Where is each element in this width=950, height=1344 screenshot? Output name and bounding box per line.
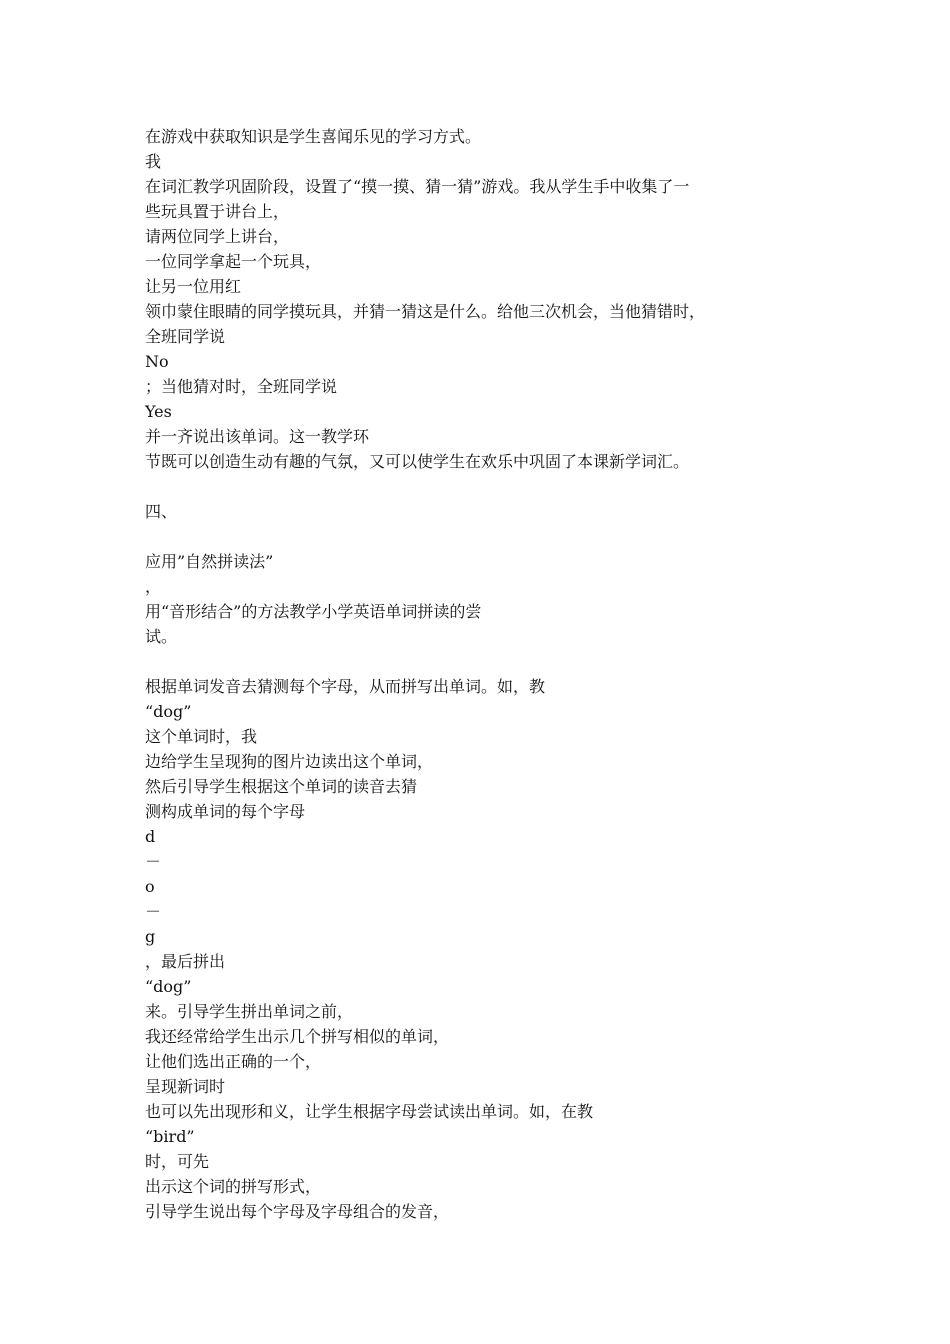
text-line: ，最后拼出 (145, 952, 226, 971)
text-line: “dog” (145, 977, 192, 996)
blank-line (145, 649, 785, 674)
text-line: 时，可先 (145, 1152, 210, 1171)
text-line: 一位同学拿起一个玩具， (145, 252, 322, 271)
text-line: 根据单词发音去猜测每个字母，从而拼写出单词。如，教 (145, 677, 546, 696)
text-line: 测构成单词的每个字母 (145, 802, 306, 821)
text-line: 呈现新词时 (145, 1077, 226, 1096)
document-body (145, 124, 785, 1224)
text-line: － (145, 852, 162, 871)
text-line: ， (145, 577, 162, 596)
text-line: 这个单词时，我 (145, 727, 258, 746)
text-line: 四、 (145, 502, 178, 521)
text-line: “dog” (145, 702, 192, 721)
text-line: 让他们选出正确的一个， (145, 1052, 322, 1071)
text-line: 试。 (145, 627, 178, 646)
blank-line (145, 474, 785, 499)
text-line: Yes (145, 402, 172, 421)
text-line: 让另一位用红 (145, 277, 242, 296)
text-line: 请两位同学上讲台， (145, 227, 290, 246)
text-line: g (145, 927, 156, 946)
text-line: “bird” (145, 1127, 195, 1146)
text-line: 在词汇教学巩固阶段，设置了“摸一摸、猜一猜”游戏。我从学生手中收集了一 (145, 177, 690, 196)
text-line: 我还经常给学生出示几个拼写相似的单词， (145, 1027, 450, 1046)
text-line: 节既可以创造生动有趣的气氛，又可以使学生在欢乐中巩固了本课新学词汇。 (145, 452, 690, 471)
text-line: 全班同学说 (145, 327, 226, 346)
blank-line (145, 524, 785, 549)
text-line: 出示这个词的拼写形式， (145, 1177, 322, 1196)
text-line: － (145, 902, 162, 921)
text-line: No (145, 352, 169, 371)
text-line: 边给学生呈现狗的图片边读出这个单词， (145, 752, 434, 771)
text-line: 应用”自然拼读法” (145, 552, 274, 571)
text-line: 然后引导学生根据这个单词的读音去猜 (145, 777, 418, 796)
text-line: 并一齐说出该单词。这一教学环 (145, 427, 370, 446)
text-line: 也可以先出现形和义，让学生根据字母尝试读出单词。如，在教 (145, 1102, 594, 1121)
text-line: 用“音形结合”的方法教学小学英语单词拼读的尝 (145, 602, 482, 621)
text-line: o (145, 877, 155, 896)
text-line: 在游戏中获取知识是学生喜闻乐见的学习方式。 (145, 127, 482, 146)
text-line: ；当他猜对时，全班同学说 (145, 377, 338, 396)
text-line: 些玩具置于讲台上， (145, 202, 290, 221)
text-line: 来。引导学生拼出单词之前， (145, 1002, 354, 1021)
text-line: 领巾蒙住眼睛的同学摸玩具，并猜一猜这是什么。给他三次机会，当他猜错时， (145, 302, 706, 321)
text-line: 引导学生说出每个字母及字母组合的发音， (145, 1202, 450, 1221)
text-line: d (145, 827, 156, 846)
text-line: 我 (145, 152, 162, 171)
